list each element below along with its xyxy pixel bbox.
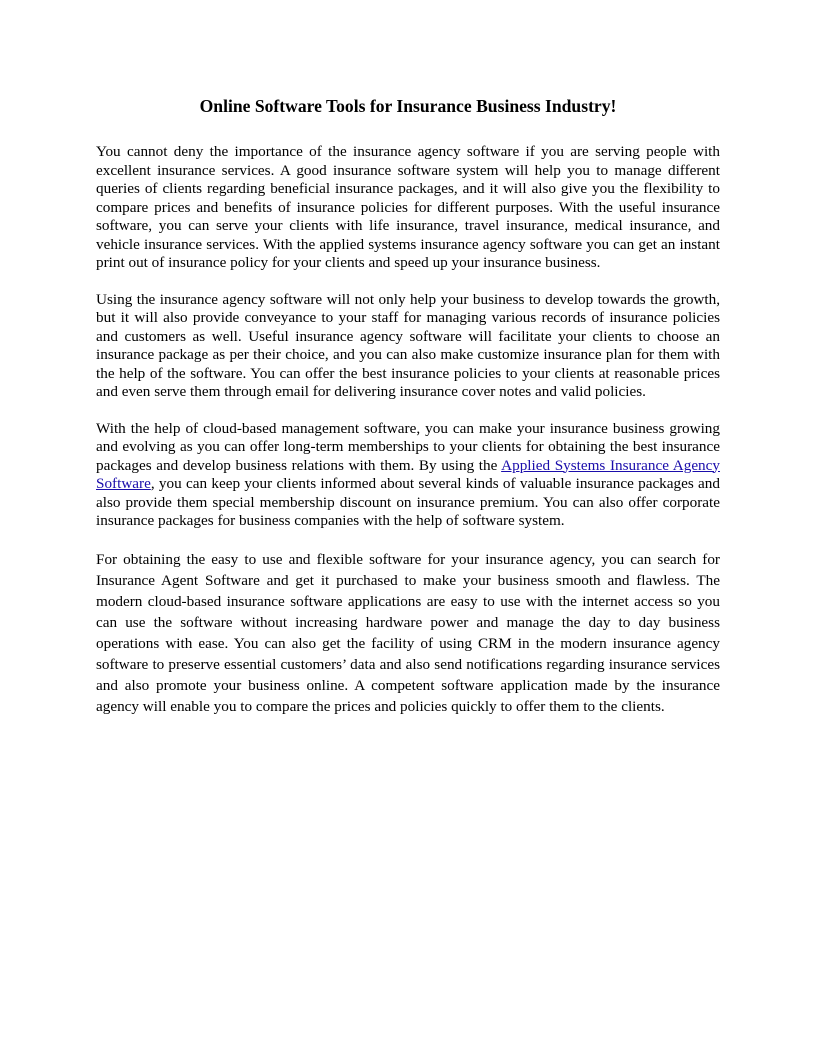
paragraph-2: Using the insurance agency software will not only help your business to develop towards the growth, but it will also provide conveyance to your staff for managing various records of insurance policies and customers as well. Useful insurance agency software will facilitate your clients to choose an insurance package as per their choice, and you can also make customize insurance plan for them with the help of the software. You can offer the best insurance policies to your clients at reasonable prices and even serve them through email for delivering insurance cover notes and valid policies. bbox=[96, 290, 720, 400]
document-page bbox=[96, 95, 720, 735]
paragraph-3-text-before: With the help of cloud-based management software, you can make your insurance business growing and evolving as you can offer long-term memberships to your clients for obtaining the best insurance packages and develop business relations with them. By using the bbox=[96, 419, 720, 474]
paragraph-3 bbox=[96, 420, 720, 531]
paragraph-3-text-after: , you can keep your clients informed about several kinds of valuable insurance packages and also provide them special membership discount on insurance premium. You can also offer corporate insurance packages for business companies with the help of software system. bbox=[96, 475, 720, 529]
paragraph-1: You cannot deny the importance of the insurance agency software if you are serving people with excellent insurance services. A good insurance software system will help you to manage different queries of clients regarding beneficial insurance packages, and it will also give you the flexibility to compare prices and benefits of insurance policies for different purposes. With the useful insurance software, you can serve your clients with life insurance, travel insurance, medical insurance, and vehicle insurance services. With the applied systems insurance agency software you can get an instant print out of insurance policy for your clients and speed up your insurance business. bbox=[96, 143, 720, 271]
document-title: Online Software Tools for Insurance Business Industry! bbox=[199, 96, 617, 116]
applied-systems-link[interactable]: Applied Systems Insurance Agency Software bbox=[96, 456, 720, 492]
paragraph-4: For obtaining the easy to use and flexible software for your insurance agency, you can search for Insurance Agent Software and get it purchased to make your business smooth and flawless. The modern cloud-based insurance software applications are easy to use with the internet access so you can use the software without increasing hardware power and manage the day to day business operations with ease. You can also get the facility of using CRM in the modern insurance agency software to preserve essential customers’ data and also send notifications regarding insurance services and also promote your business online. A competent software application made by the insurance agency will enable you to compare the prices and policies quickly to offer them to the clients. bbox=[96, 550, 720, 715]
